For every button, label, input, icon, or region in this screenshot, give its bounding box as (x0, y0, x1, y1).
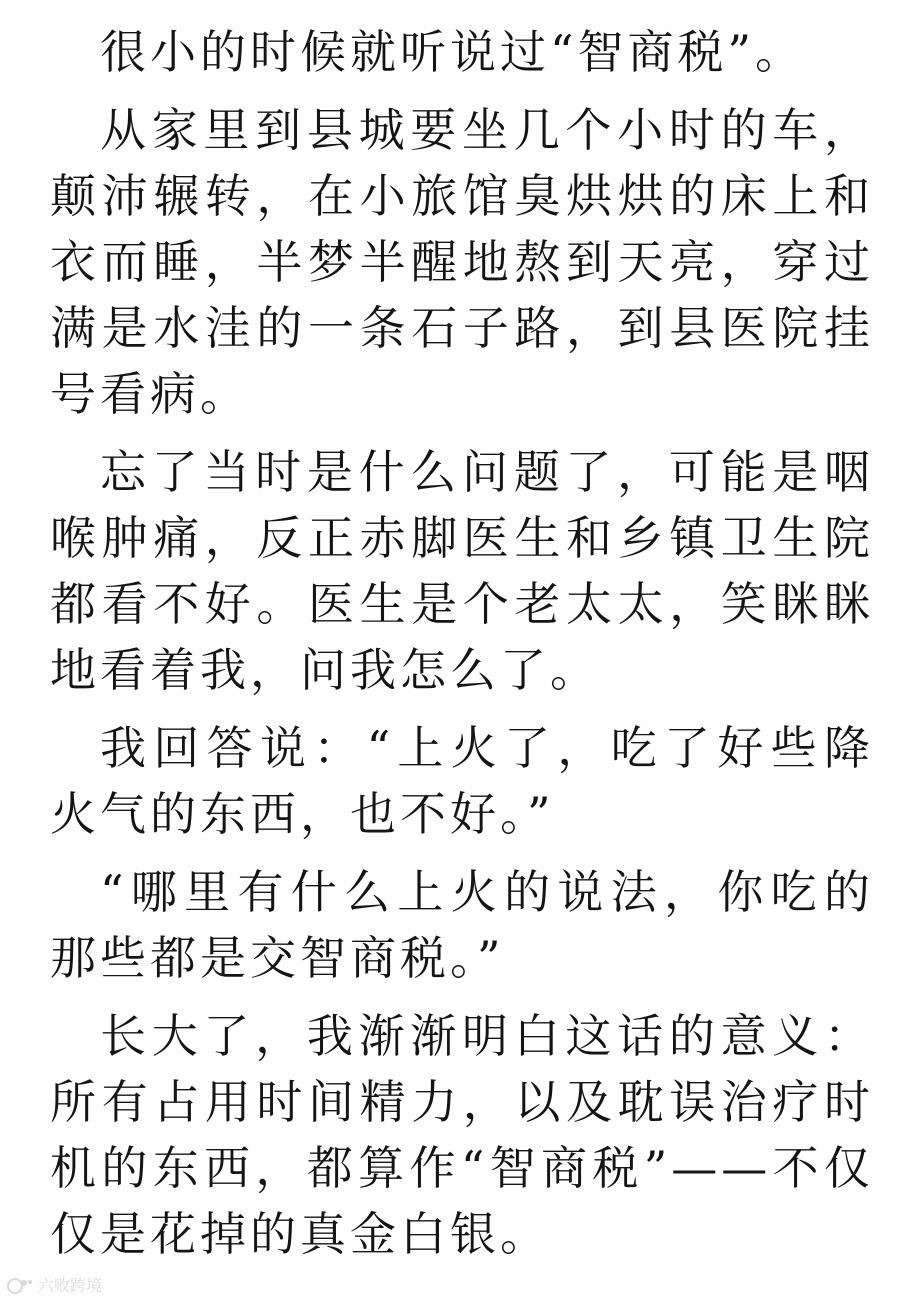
paragraph-3: 忘了当时是什么问题了，可能是咽喉肿痛，反正赤脚医生和乡镇卫生院都看不好。医生是个老太太，笑眯眯地看着我，问我怎么了。 (50, 445, 874, 697)
paragraph-1: 很小的时候就听说过“智商税”。 (100, 25, 806, 79)
watermark (6, 1276, 102, 1296)
article-body (50, 19, 874, 1279)
paragraph-5: “哪里有什么上火的说法，你吃的那些都是交智商税。” (50, 865, 874, 985)
paragraph-4: 我回答说：“上火了，吃了好些降火气的东西，也不好。” (50, 721, 874, 841)
watermark-text: 六败跨境 (38, 1276, 103, 1295)
paragraph-6: 长大了，我渐渐明白这话的意义：所有占用时间精力，以及耽误治疗时机的东西，都算作“智商税”——不仅仅是花掉的真金白银。 (50, 1009, 874, 1261)
paragraph-2: 从家里到县城要坐几个小时的车，颠沛辗转，在小旅馆臭烘烘的床上和衣而睡，半梦半醒地熬到天亮，穿过满是水洼的一条石子路，到县医院挂号看病。 (50, 103, 874, 421)
watermark-logo-icon (6, 1277, 34, 1295)
